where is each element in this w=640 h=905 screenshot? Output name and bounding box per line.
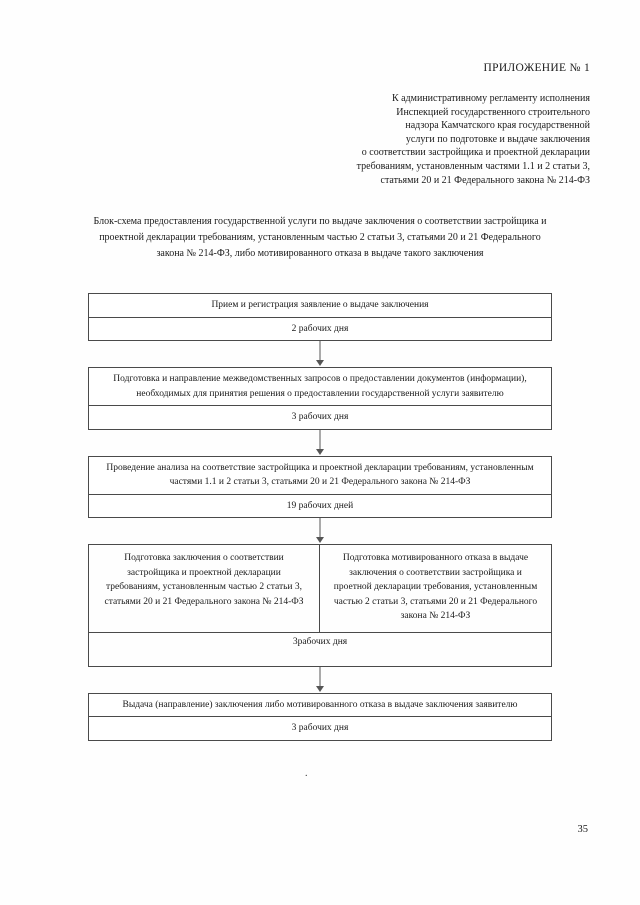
connector-arrow-2: [88, 430, 552, 456]
connector-stem: [320, 430, 321, 451]
connector-arrow-4: [88, 667, 552, 693]
header-ref-line-1: К административному регламенту исполнения: [391, 93, 590, 104]
flow-step-3-text: Проведение анализа на соответствие застройщика и проектной декларации требованиям, установленным частями 1.1 и 2 статьи 3, статьями 20 и 21 Федерального закона № 214-ФЗ: [106, 462, 534, 487]
flow-step-2-text: Подготовка и направление межведомственных запросов о предоставлении документов (информации), необходимых для принятия решения о предоставлении государственной услуги заявителю: [113, 374, 527, 399]
flow-step-5-text: Выдача (направление) заключения либо мотивированного отказа в выдаче заключения заявителю: [122, 699, 518, 710]
flow-step-4-left-text: Подготовка заключения о соответствии застройщика и проектной декларации требованиям, установленным частью 2 статьи 3, статьями 20 и 21 Федерального закона № 214-ФЗ: [89, 545, 320, 632]
connector-stem: [320, 341, 321, 362]
header-ref-line-2: Инспекцией государственного строительного: [396, 106, 590, 118]
page-title: Блок-схема предоставления государственной услуги по выдаче заключения о соответствии застройщика и проектной декларации требованиям, установленным частью 2 статьи 3, статьями 20 и 21 Федерального закона № 214-ФЗ, либо мотивированного отказа в выдаче такого заключения: [93, 216, 547, 259]
flow-step-4-duration: 3рабочих дня: [88, 633, 552, 667]
flow-step-5-duration: 3 рабочих дня: [89, 716, 551, 740]
connector-stem: [320, 667, 321, 688]
header-ref-line-4: услуги по подготовке и выдаче заключения: [405, 133, 590, 145]
flow-step-4: [88, 544, 552, 633]
connector-stem: [320, 518, 321, 539]
flow-step-4-right-text: Подготовка мотивированного отказа в выдаче заключения о соответствии застройщика и проетной декларации требования, установленным частью 2 статьи 3, статьями 20 и 21 Федерального закона № 214-ФЗ: [333, 553, 538, 621]
header-ref-line-6: требованиям, установленным частями 1.1 и 2 статьи 3,: [356, 160, 590, 172]
arrow-head-icon: [316, 537, 324, 543]
flow-step-5: [88, 693, 552, 741]
flow-step-1: [88, 293, 552, 341]
flow-step-2: [88, 367, 552, 430]
arrow-head-icon: [316, 686, 324, 692]
header-ref-line-5: о соответствии застройщика и проектной декларации: [361, 147, 590, 159]
header-reference-block: [300, 92, 590, 187]
flow-step-3: [88, 456, 552, 519]
header-ref-line-3: надзора Камчатского края государственной: [405, 120, 590, 132]
flowchart: [88, 293, 552, 741]
footer-dot-mark: .: [305, 768, 308, 779]
header-ref-line-7: статьями 20 и 21 Федерального закона № 214-ФЗ: [380, 174, 590, 186]
flow-step-2-duration: 3 рабочих дня: [89, 405, 551, 429]
arrow-head-icon: [316, 449, 324, 455]
connector-arrow-1: [88, 341, 552, 367]
flow-step-1-text: Прием и регистрация заявление о выдаче заключения: [211, 300, 429, 310]
arrow-head-icon: [316, 360, 324, 366]
flow-step-1-duration: 2 рабочих дня: [89, 317, 551, 341]
connector-arrow-3: [88, 518, 552, 544]
document-header: [300, 62, 590, 187]
flow-step-3-duration: 19 рабочих дней: [89, 494, 551, 518]
appendix-title: ПРИЛОЖЕНИЕ № 1: [483, 62, 590, 74]
page-number: 35: [577, 824, 588, 835]
